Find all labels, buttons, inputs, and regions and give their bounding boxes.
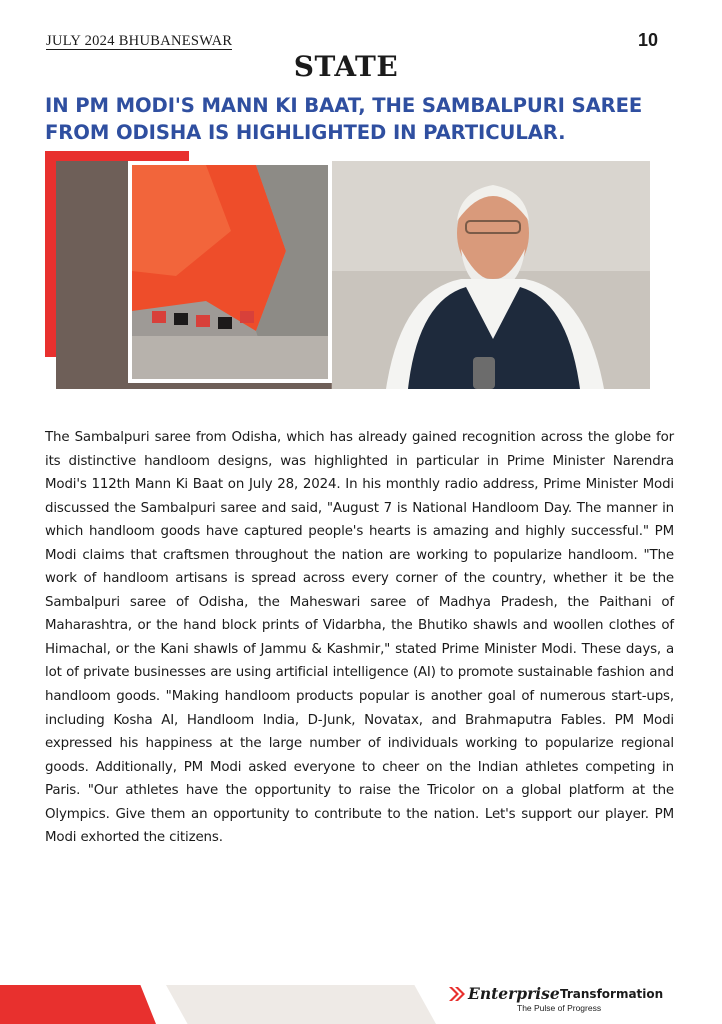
article-photo [56, 161, 650, 389]
red-accent-top-bar [45, 151, 189, 161]
saree-motif-4 [218, 317, 232, 329]
brand-tagline: The Pulse of Progress [517, 1003, 602, 1013]
brand-logo-icon [449, 987, 465, 1001]
saree-motif-2 [174, 313, 188, 325]
saree-motif-1 [152, 311, 166, 323]
dateline: JULY 2024 BHUBANESWAR [46, 33, 233, 49]
article-headline: IN PM MODI'S MANN KI BAAT, THE SAMBALPURI SAREE FROM ODISHA IS HIGHLIGHTED IN PARTICULAR. [45, 94, 643, 144]
page-number: 10 [637, 30, 658, 50]
brand-name-secondary: Transformation [560, 987, 664, 1001]
footer-brand [449, 984, 679, 1016]
footer-gray-band [166, 985, 436, 1024]
saree-motif-5 [240, 311, 254, 323]
saree-lower-band [132, 336, 328, 379]
portrait-microphone [473, 357, 495, 389]
brand-name-primary: Enterprise [468, 984, 560, 1003]
section-title: STATE [293, 50, 399, 83]
article-body: The Sambalpuri saree from Odisha, which has already gained recognition across the globe for its distinctive handloom designs, was highlighted in particular in Prime Minister Narendra Modi's 112th Mann Ki Baat on July 28, 2024. In his monthly radio address, Prime Minister Modi discussed the Sambalpuri saree and said, "August 7 is National Handloom Day. The manner in which handloom goods have captured people's hearts is amazing and highly successful." PM Modi claims that craftsmen throughout the nation are working to popularize handloom. "The work of handloom artisans is spread across every corner of the country, whether it be the Sambalpuri saree of Odisha, the Maheswari saree of Madhya Pradesh, the Paithani of Maharashtra, or the hand block prints of Vidarbha, the Bhutiko shawls and woollen clothes of Himachal, or the Kani shawls of Jammu & Kashmir," stated Prime Minister Modi. These days, a lot of private businesses are using artificial intelligence (AI) to promote sustainable fashion and handloom goods. "Making handloom products popular is another goal of numerous start-ups, including Kosha AI, Handloom India, D-Junk, Novatax, and Brahmaputra Fables. PM Modi expressed his happiness at the large number of individuals working to popularize regional goods. Additionally, PM Modi asked everyone to cheer on the Indian athletes competing in Paris. "Our athletes have the opportunity to raise the Tricolor on a global platform at the Olympics. Give them an opportunity to contribute to the nation. Let's support our player. PM Modi exhorted the citizens. [45, 430, 674, 846]
footer-red-band [0, 985, 156, 1024]
saree-motif-3 [196, 315, 210, 327]
